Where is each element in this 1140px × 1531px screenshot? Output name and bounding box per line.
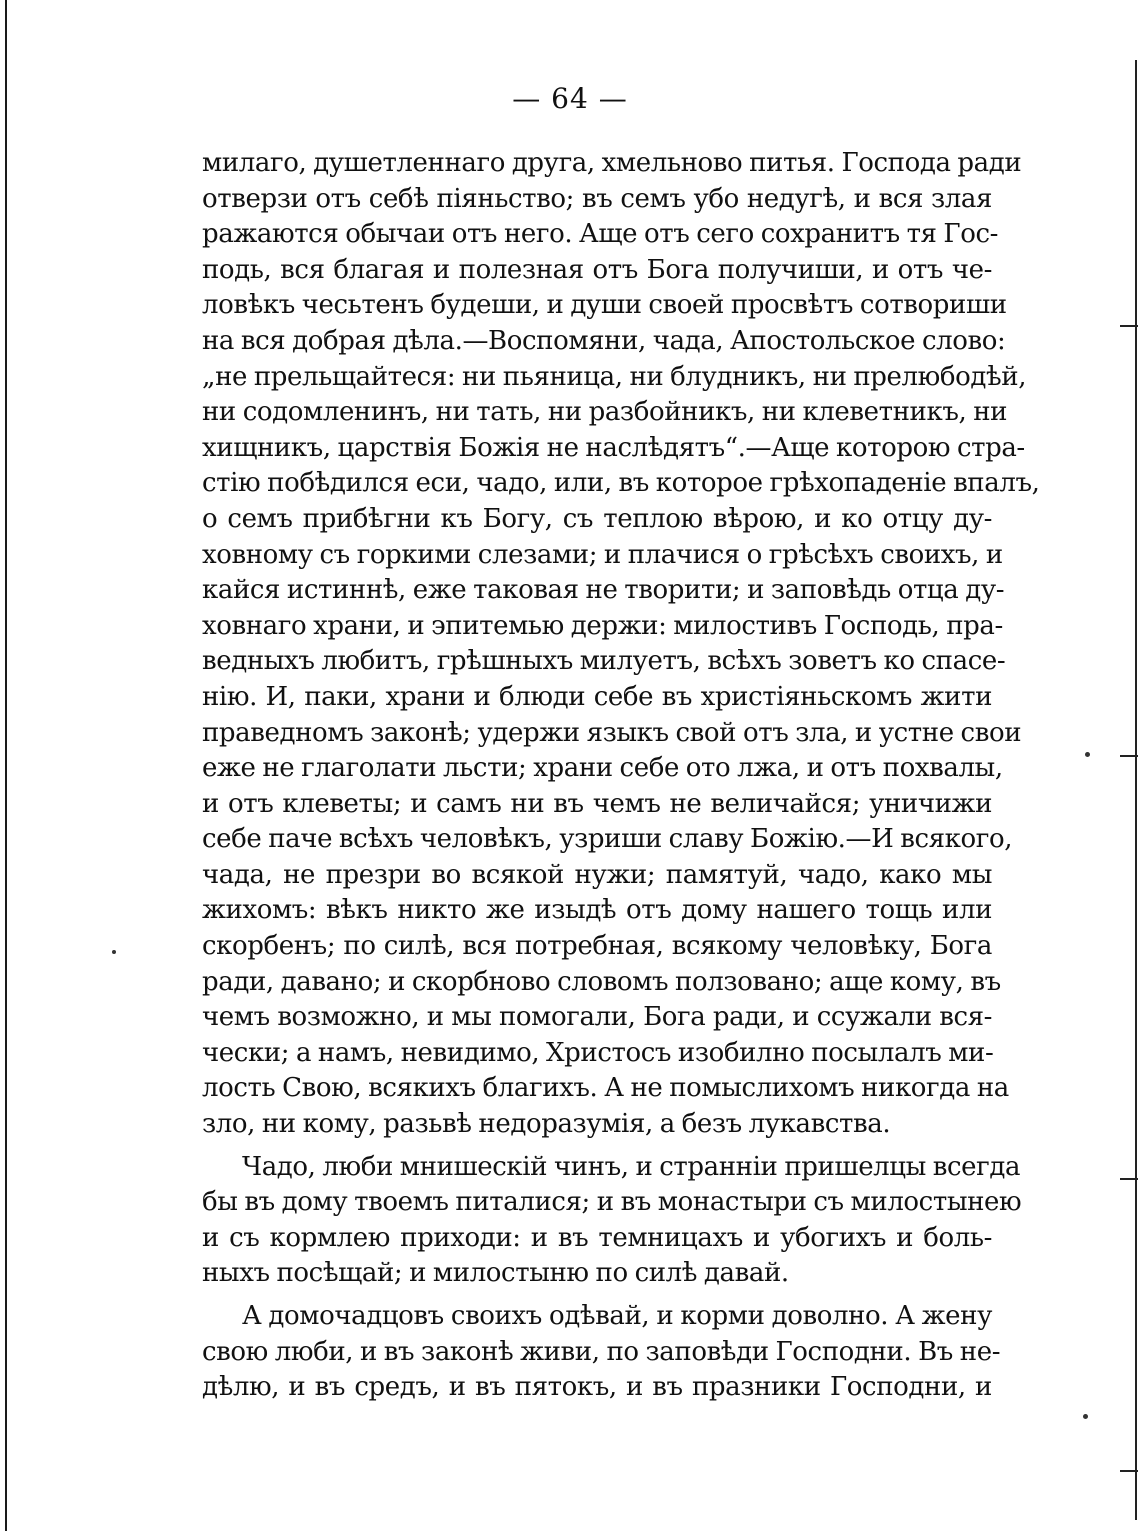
- text-line: ражаются обычаи отъ него. Аще отъ сего сохранитъ тя Гос-: [202, 219, 999, 250]
- text-line: ховнаго храни, и эпитемью держи: милостивъ Господь, пра-: [202, 610, 1003, 641]
- text-line: ныхъ посѣщай; и милостыню по силѣ давай.: [202, 1258, 789, 1289]
- text-line: ловѣкъ чесьтенъ будеши, и души своей просвѣтъ сотвориши: [202, 290, 1007, 321]
- ink-speck: [1083, 1414, 1088, 1419]
- text-line: отверзи отъ себѣ піяньство; въ семъ убо недугѣ, и вся злая: [202, 183, 992, 214]
- text-line: жихомъ: вѣкъ никто же изыдѣ отъ дому нашего тощь или: [202, 895, 992, 926]
- text-line: ведныхъ любитъ, грѣшныхъ милуетъ, всѣхъ зоветъ ко спасе-: [202, 646, 1006, 677]
- text-line: лость Свою, всякихъ благихъ. А не помыслихомъ никогда на: [202, 1073, 1009, 1104]
- text-line: А домочадцовъ своихъ одѣвай, и корми доволно. А жену: [242, 1301, 992, 1331]
- text-line: ни содомленинъ, ни тать, ни разбойникъ, ни клеветникъ, ни: [202, 397, 1008, 428]
- text-line: о семъ прибѣгни къ Богу, съ теплою вѣрою, и ко отцу ду-: [202, 503, 992, 534]
- text-line: чески; а намъ, невидимо, Христосъ изобилно посылалъ ми-: [202, 1037, 994, 1068]
- text-line: и съ кормлею приходи: и въ темницахъ и убогихъ и боль-: [202, 1222, 992, 1253]
- text-line: еже не глаголати льсти; храни себе ото лжа, и отъ похвалы,: [202, 753, 1003, 784]
- text-line: ради, давано; и скорбново словомъ ползовано; аще кому, въ: [202, 966, 1001, 997]
- body-text: [202, 146, 1040, 1406]
- text-line: чада, не презри во всякой нужи; памятуй, чадо, како мы: [202, 859, 992, 890]
- text-line: чемъ возможно, и мы помогали, Бога ради, и ссужали вся-: [202, 1002, 992, 1033]
- text-line: кайся истиннѣ, еже таковая не творити; и заповѣдь отца ду-: [202, 575, 1005, 606]
- text-line: нію. И, паки, храни и блюди себе въ христіяньскомъ жити: [202, 681, 992, 712]
- text-line: „не прельщайтеся: ни пьяница, ни блудникъ, ни прелюбодѣй,: [202, 361, 1027, 392]
- ink-speck: [1085, 752, 1090, 757]
- text-line: стію побѣдился еси, чадо, или, въ которое грѣхопаденіе впалъ,: [202, 468, 1040, 499]
- right-scan-border: [1135, 60, 1137, 1520]
- page-number: — 64 —: [512, 82, 628, 115]
- text-line: ховному съ горкими слезами; и плачися о грѣсѣхъ своихъ, и: [202, 539, 1003, 570]
- text-line: себе паче всѣхъ человѣкъ, узриши славу Божію.—И всякого,: [202, 824, 1013, 855]
- ink-speck: [112, 950, 116, 954]
- text-line: зло, ни кому, разьвѣ недоразумія, а безъ лукавства.: [202, 1109, 891, 1140]
- left-scan-border: [5, 0, 7, 1531]
- text-line: дѣлю, и въ средъ, и въ пятокъ, и въ празники Господни, и: [202, 1372, 992, 1403]
- scan-tick-mark: [1120, 1470, 1138, 1472]
- text-line: бы въ дому твоемъ питалися; и въ монастыри съ милостынею: [202, 1187, 1022, 1218]
- text-line: праведномъ законѣ; удержи языкъ свой отъ зла, и устне свои: [202, 717, 1022, 748]
- text-line: Чадо, люби мнишескій чинъ, и страннiи пришелцы всегда: [242, 1151, 1021, 1182]
- paragraph: [202, 1150, 1022, 1292]
- paragraph: [202, 1299, 1001, 1406]
- scan-tick-mark: [1120, 755, 1138, 757]
- text-line: на вся добрая дѣла.—Воспомяни, чада, Апостольское слово:: [202, 325, 1006, 356]
- text-line: милаго, душетленнаго друга, хмельново питья. Господа ради: [202, 148, 1022, 178]
- paragraph: [202, 146, 1040, 1143]
- text-line: скорбенъ; по силѣ, вся потребная, всякому человѣку, Бога: [202, 931, 992, 962]
- text-line: свою люби, и въ законѣ живи, по заповѣди Господни. Въ не-: [202, 1336, 1001, 1367]
- scan-tick-mark: [1120, 325, 1138, 327]
- text-line: и отъ клеветы; и самъ ни въ чемъ не величайся; уничижи: [202, 788, 992, 819]
- scan-tick-mark: [1120, 1178, 1138, 1180]
- text-line: хищникъ, царствія Божія не наслѣдятъ“.—Аще которою стра-: [202, 432, 1025, 463]
- text-line: подь, вся благая и полезная отъ Бога получиши, и отъ че-: [202, 254, 992, 285]
